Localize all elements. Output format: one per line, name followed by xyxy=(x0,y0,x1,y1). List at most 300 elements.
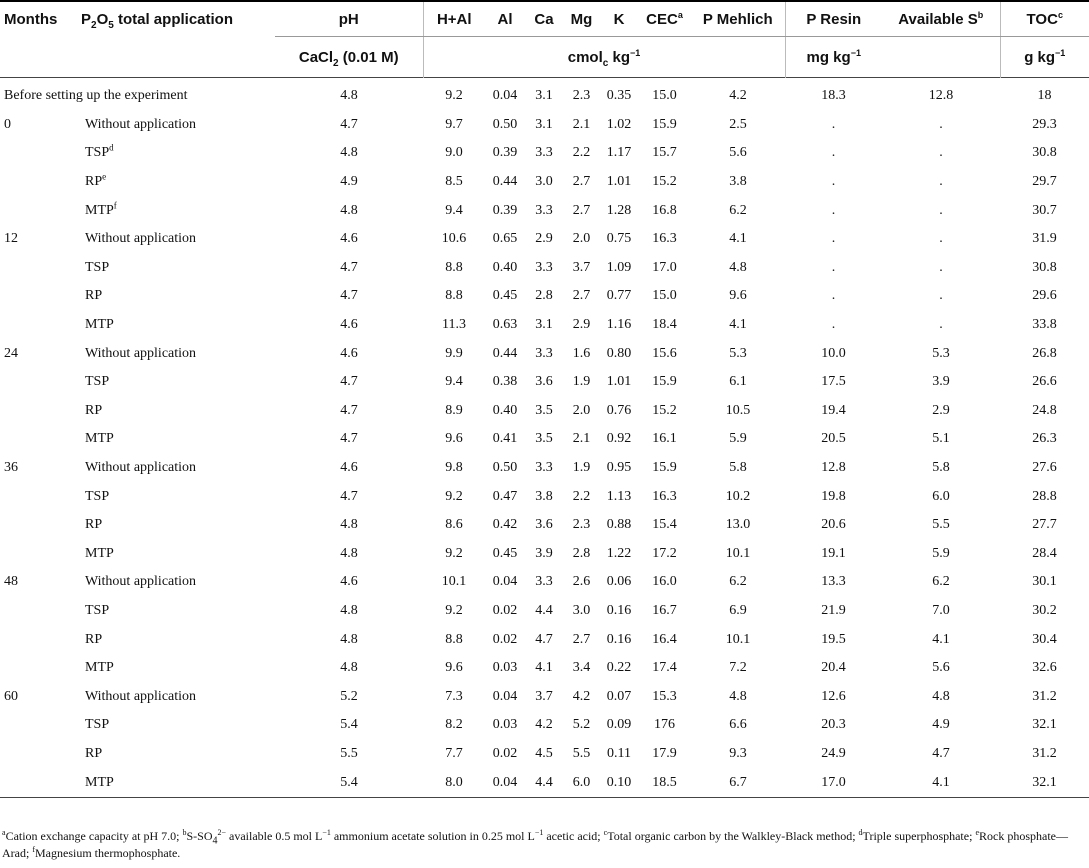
table-cell: 3.3 xyxy=(535,145,553,161)
month-cell: 24 xyxy=(4,345,18,361)
table-cell: 9.7 xyxy=(445,116,463,132)
month-cell xyxy=(0,540,77,569)
treatment-cell: RP xyxy=(85,402,103,418)
table-cell: 0.39 xyxy=(492,202,518,218)
table-cell: 30.8 xyxy=(1032,145,1057,161)
table-cell: 17.0 xyxy=(785,768,882,797)
table-cell: 0.95 xyxy=(606,460,632,476)
table-cell: 17.9 xyxy=(652,745,677,761)
table-cell: 6.6 xyxy=(729,717,747,733)
table-row xyxy=(0,111,1089,140)
table-cell: 0.09 xyxy=(606,717,632,733)
table-cell: 16.8 xyxy=(652,202,677,218)
table-cell: 0.92 xyxy=(606,431,632,447)
header-al: Al xyxy=(485,1,525,37)
table-cell: 2.7 xyxy=(572,174,591,190)
header-k: K xyxy=(600,1,638,37)
header-toc: TOC$^c$ xyxy=(1000,1,1089,37)
table-cell: 30.1 xyxy=(1032,574,1057,590)
month-cell: 36 xyxy=(4,460,18,476)
table-cell: 4.8 xyxy=(340,602,358,618)
table-cell: 0.80 xyxy=(606,345,632,361)
table-cell: 2.7 xyxy=(572,631,591,647)
table-cell: 176 xyxy=(654,717,675,733)
table-cell: 6.2 xyxy=(729,574,747,590)
table-cell: 12.6 xyxy=(821,688,846,704)
table-cell: . xyxy=(831,231,836,247)
table-cell: 1.13 xyxy=(606,488,632,504)
table-cell: 4.2 xyxy=(729,88,747,104)
table-cell: 6.2 xyxy=(729,202,747,218)
table-cell: 9.6 xyxy=(729,288,747,304)
table-cell: 3.5 xyxy=(535,402,553,418)
table-row xyxy=(0,282,1089,311)
table-cell: 2.5 xyxy=(729,116,747,132)
table-cell: 0.38 xyxy=(492,374,518,390)
table-cell: 18 xyxy=(1037,88,1052,104)
table-cell: 2.9 xyxy=(572,317,591,333)
table-cell: 15.6 xyxy=(652,345,677,361)
treatment-cell: Without application xyxy=(85,574,197,590)
baseline-label: Before setting up the experiment xyxy=(4,88,188,104)
table-cell: 28.8 xyxy=(1032,488,1057,504)
month-cell xyxy=(0,597,77,626)
table-cell: 3.1 xyxy=(535,88,553,104)
table-cell: 0.07 xyxy=(606,688,632,704)
table-cell: 3.0 xyxy=(535,174,553,190)
header-mg: Mg xyxy=(563,1,600,37)
table-cell: 32.1 xyxy=(1000,768,1089,797)
table-cell: . xyxy=(939,259,943,275)
table-cell: 3.3 xyxy=(535,259,553,275)
table-cell: 4.8 xyxy=(340,202,358,218)
table-row xyxy=(0,482,1089,511)
table-cell: 0.41 xyxy=(492,431,518,447)
table-cell: 8.8 xyxy=(445,259,463,275)
table-cell: 0.47 xyxy=(492,488,518,504)
header-months: Months xyxy=(4,10,58,28)
month-cell xyxy=(0,482,77,511)
table-cell: 0.40 xyxy=(492,402,518,418)
table-cell: 0.45 xyxy=(492,288,518,304)
table-cell: 1.16 xyxy=(606,317,632,333)
table-row xyxy=(0,597,1089,626)
table-row xyxy=(0,711,1089,740)
table-cell: . xyxy=(939,202,943,218)
table-cell: 16.7 xyxy=(652,602,677,618)
header-available-s: Available $S^b$ xyxy=(882,1,1000,37)
treatment-cell: Without application xyxy=(85,231,197,247)
month-cell xyxy=(0,511,77,540)
table-cell: 7.7 xyxy=(445,745,463,761)
table-cell: 2.3 xyxy=(572,88,591,104)
table-cell: 27.7 xyxy=(1032,517,1057,533)
table-cell: 3.0 xyxy=(572,602,591,618)
table-cell: 1.09 xyxy=(606,259,632,275)
table-cell: 15.9 xyxy=(652,374,677,390)
table-cell: 9.4 xyxy=(445,202,463,218)
table-cell: 3.7 xyxy=(572,259,591,275)
month-cell: 0 xyxy=(4,116,11,132)
table-cell: 31.9 xyxy=(1032,231,1057,247)
treatment-cell: $RP^e$ xyxy=(85,171,107,190)
table-row xyxy=(0,425,1089,454)
month-cell xyxy=(0,139,77,168)
table-cell: 4.6 xyxy=(340,231,358,247)
table-cell: 10.2 xyxy=(725,488,751,504)
month-cell: 12 xyxy=(4,231,18,247)
table-cell: 0.63 xyxy=(492,317,518,333)
table-cell: 32.6 xyxy=(1032,660,1057,676)
table-cell: 17.2 xyxy=(652,545,677,561)
header-ph-unit: CaCl$_2$ (0.01 M) xyxy=(298,48,399,69)
table-row xyxy=(0,511,1089,540)
table-cell: 29.3 xyxy=(1032,116,1057,132)
table-cell: 9.2 xyxy=(445,488,463,504)
month-cell xyxy=(0,196,77,225)
table-cell: 18.3 xyxy=(821,88,846,104)
table-cell: 8.9 xyxy=(445,402,463,418)
table-cell: 0.39 xyxy=(492,145,518,161)
month-cell: 60 xyxy=(4,688,18,704)
table-cell: 3.8 xyxy=(535,488,553,504)
treatment-cell: TSP xyxy=(85,259,110,275)
table-cell: 26.3 xyxy=(1032,431,1057,447)
table-cell: 0.22 xyxy=(606,660,632,676)
month-cell xyxy=(0,768,77,797)
month-cell xyxy=(0,282,77,311)
table-cell: 20.6 xyxy=(821,517,846,533)
table-cell: 8.8 xyxy=(445,288,463,304)
table-cell: . xyxy=(831,174,836,190)
table-cell: 4.9 xyxy=(932,717,950,733)
table-cell: . xyxy=(939,317,943,333)
treatment-cell: RP xyxy=(85,517,103,533)
table-row xyxy=(0,168,1089,197)
table-cell: 0.42 xyxy=(492,517,518,533)
table-cell: 0.04 xyxy=(492,688,518,704)
table-cell: 4.8 xyxy=(932,688,950,704)
table-cell: 0.75 xyxy=(606,231,632,247)
table-cell: 9.6 xyxy=(445,431,463,447)
table-cell: 10.1 xyxy=(725,631,751,647)
table-cell: 5.8 xyxy=(932,460,950,476)
table-cell: 5.9 xyxy=(932,545,950,561)
table-cell: 17.0 xyxy=(652,259,677,275)
table-cell: 4.8 xyxy=(340,660,358,676)
table-row-baseline xyxy=(0,78,1089,111)
table-cell: 4.1 xyxy=(729,231,747,247)
table-cell: 15.2 xyxy=(652,402,677,418)
table-cell: 2.0 xyxy=(572,231,591,247)
table-cell: 12.8 xyxy=(928,88,954,104)
table-cell: 4.9 xyxy=(340,174,358,190)
table-cell: 3.3 xyxy=(535,345,553,361)
table-cell: 4.1 xyxy=(535,660,553,676)
table-cell: 5.4 xyxy=(275,768,423,797)
table-cell: . xyxy=(939,145,943,161)
table-row xyxy=(0,225,1089,254)
table-cell: 4.8 xyxy=(340,88,358,104)
table-cell: 4.2 xyxy=(535,717,553,733)
treatment-cell: TSP xyxy=(85,602,110,618)
table-cell: 8.0 xyxy=(423,768,485,797)
table-cell: 9.8 xyxy=(445,460,463,476)
table-cell: 0.02 xyxy=(492,631,518,647)
table-cell: 8.5 xyxy=(445,174,463,190)
table-cell: 3.8 xyxy=(729,174,747,190)
table-cell: 4.7 xyxy=(340,116,358,132)
table-cell: 4.8 xyxy=(340,517,358,533)
table-cell: 11.3 xyxy=(442,317,466,333)
table-cell: 3.9 xyxy=(535,545,553,561)
table-cell: 1.9 xyxy=(572,460,591,476)
table-cell: 20.3 xyxy=(821,717,846,733)
table-cell: . xyxy=(831,202,836,218)
table-cell: 5.1 xyxy=(932,431,950,447)
table-cell: 8.2 xyxy=(445,717,463,733)
table-cell: 2.1 xyxy=(572,431,591,447)
table-cell: 13.3 xyxy=(821,574,846,590)
table-cell: 3.4 xyxy=(572,660,591,676)
table-row xyxy=(0,397,1089,426)
table-cell: 10.0 xyxy=(821,345,846,361)
table-cell: 0.50 xyxy=(492,116,518,132)
header-p-resin: P Resin xyxy=(785,1,882,37)
table-cell: 4.5 xyxy=(535,745,553,761)
header-unit-g: g $kg^{-1}$ xyxy=(1000,37,1089,78)
table-cell: 0.11 xyxy=(607,745,631,761)
treatment-cell: Without application xyxy=(85,688,197,704)
table-cell: 15.7 xyxy=(652,145,677,161)
table-row xyxy=(0,339,1089,368)
table-row xyxy=(0,139,1089,168)
table-cell: 31.2 xyxy=(1032,688,1057,704)
table-cell: 30.7 xyxy=(1032,202,1057,218)
table-cell: 29.7 xyxy=(1032,174,1057,190)
table-cell: 16.4 xyxy=(652,631,677,647)
table-cell: 16.3 xyxy=(652,231,677,247)
table-cell: 6.1 xyxy=(729,374,747,390)
table-row xyxy=(0,682,1089,711)
table-cell: 5.8 xyxy=(729,460,747,476)
month-cell xyxy=(0,311,77,340)
table-cell: 4.8 xyxy=(340,145,358,161)
month-cell xyxy=(0,625,77,654)
table-cell: . xyxy=(831,145,836,161)
table-cell: 0.16 xyxy=(606,631,632,647)
table-cell: 2.8 xyxy=(535,288,553,304)
table-cell: . xyxy=(939,288,943,304)
treatment-cell: MTP$^f$ xyxy=(85,200,117,218)
table-cell: 9.4 xyxy=(445,374,463,390)
table-cell: 3.9 xyxy=(932,374,950,390)
table-cell: 3.5 xyxy=(535,431,553,447)
table-cell: 3.3 xyxy=(535,574,553,590)
header-p2o5: $P_2O_5$ total application xyxy=(81,10,233,31)
table-cell: 5.2 xyxy=(340,688,358,704)
table-cell: 19.1 xyxy=(821,545,846,561)
table-cell: 1.6 xyxy=(572,345,591,361)
table-row xyxy=(0,540,1089,569)
table-cell: 2.2 xyxy=(572,145,591,161)
treatment-cell: TSP xyxy=(85,488,110,504)
table-cell: 12.8 xyxy=(821,460,846,476)
table-cell: 30.4 xyxy=(1032,631,1057,647)
table-cell: 9.0 xyxy=(445,145,463,161)
month-cell xyxy=(0,368,77,397)
table-cell: 5.2 xyxy=(572,717,591,733)
table-cell: 4.1 xyxy=(729,317,747,333)
table-cell: 5.6 xyxy=(932,660,950,676)
treatment-cell: TSP xyxy=(85,717,110,733)
table-cell: 8.8 xyxy=(445,631,463,647)
table-cell: 9.9 xyxy=(445,345,463,361)
table-header xyxy=(0,1,1089,78)
table-cell: 3.3 xyxy=(535,202,553,218)
table-cell: 3.7 xyxy=(535,688,553,704)
table-cell: 2.7 xyxy=(572,288,591,304)
treatment-cell: Without application xyxy=(85,460,197,476)
table-cell: 1.01 xyxy=(606,174,632,190)
table-cell: . xyxy=(939,116,943,132)
table-cell: 15.9 xyxy=(652,116,677,132)
table-cell: 2.8 xyxy=(572,545,591,561)
table-cell: 4.7 xyxy=(340,402,358,418)
table-cell: 2.3 xyxy=(572,517,591,533)
month-cell xyxy=(0,654,77,683)
table-cell: 20.4 xyxy=(821,660,846,676)
table-cell: 1.01 xyxy=(606,374,632,390)
header-p-mehlich: P Mehlich xyxy=(691,1,785,37)
table-cell: 15.0 xyxy=(652,288,677,304)
table-cell: 27.6 xyxy=(1032,460,1057,476)
table-cell: 1.28 xyxy=(606,202,632,218)
table-cell: 5.3 xyxy=(729,345,747,361)
table-cell: 17.4 xyxy=(652,660,677,676)
table-body xyxy=(0,78,1089,798)
table-cell: 5.6 xyxy=(729,145,747,161)
table-cell: 4.6 xyxy=(340,574,358,590)
table-cell: 0.06 xyxy=(606,574,632,590)
table-cell: 21.9 xyxy=(821,602,846,618)
table-cell: 4.6 xyxy=(340,460,358,476)
table-row xyxy=(0,454,1089,483)
month-cell xyxy=(0,711,77,740)
table-cell: 4.1 xyxy=(932,631,950,647)
table-cell: 2.1 xyxy=(572,116,591,132)
table-cell: 3.1 xyxy=(535,317,553,333)
table-cell: . xyxy=(939,231,943,247)
treatment-cell: TSP$^d$ xyxy=(85,142,114,161)
table-cell: 5.5 xyxy=(340,745,358,761)
table-cell: 9.6 xyxy=(445,660,463,676)
table-cell: 4.8 xyxy=(340,545,358,561)
table-cell: 5.5 xyxy=(932,517,950,533)
table-cell: 4.7 xyxy=(340,431,358,447)
table-cell: 31.2 xyxy=(1032,745,1057,761)
table-cell: 15.2 xyxy=(652,174,677,190)
table-row xyxy=(0,768,1089,797)
table-cell: 20.5 xyxy=(821,431,846,447)
table-cell: 0.35 xyxy=(606,88,632,104)
table-cell: 0.77 xyxy=(606,288,632,304)
table-cell: 0.45 xyxy=(492,545,518,561)
table-row xyxy=(0,625,1089,654)
table-cell: 16.0 xyxy=(652,574,677,590)
table-cell: 32.1 xyxy=(1032,717,1057,733)
table-cell: 28.4 xyxy=(1032,545,1057,561)
table-cell: 4.8 xyxy=(340,631,358,647)
table-cell: 4.7 xyxy=(932,745,950,761)
table-cell: 15.9 xyxy=(652,460,677,476)
table-cell: 0.04 xyxy=(492,574,518,590)
treatment-cell: MTP xyxy=(85,431,114,447)
table-cell: 6.7 xyxy=(691,768,785,797)
header-ph: pH xyxy=(275,1,423,37)
table-cell: 4.4 xyxy=(525,768,563,797)
table-cell: 1.17 xyxy=(606,145,632,161)
table-row xyxy=(0,196,1089,225)
table-cell: 0.50 xyxy=(492,460,518,476)
treatment-cell: MTP xyxy=(85,545,114,561)
month-cell: 48 xyxy=(4,574,18,590)
table-cell: 10.1 xyxy=(725,545,751,561)
table-cell: 5.9 xyxy=(729,431,747,447)
treatment-cell: TSP xyxy=(85,374,110,390)
table-cell: 0.65 xyxy=(492,231,518,247)
table-row xyxy=(0,311,1089,340)
header-hal: H+Al xyxy=(423,1,485,37)
table-cell: 2.7 xyxy=(572,202,591,218)
table-cell: 18.5 xyxy=(638,768,691,797)
table-cell: 19.4 xyxy=(821,402,846,418)
table-cell: 10.5 xyxy=(725,402,751,418)
table-cell: . xyxy=(831,317,836,333)
table-cell: 0.03 xyxy=(492,717,518,733)
table-cell: 4.1 xyxy=(882,768,1000,797)
table-row xyxy=(0,740,1089,769)
table-cell: 0.44 xyxy=(492,345,518,361)
table-cell: 4.7 xyxy=(340,259,358,275)
header-unit-cmol: cmol$_c$ $kg^{-1}$ xyxy=(423,37,785,78)
table-cell: 6.9 xyxy=(729,602,747,618)
table-cell: 4.7 xyxy=(340,374,358,390)
table-cell: 2.9 xyxy=(932,402,950,418)
table-cell: 10.1 xyxy=(441,574,467,590)
treatment-cell: Without application xyxy=(85,345,197,361)
month-cell xyxy=(0,168,77,197)
table-cell: 29.6 xyxy=(1032,288,1057,304)
table-cell: 0.02 xyxy=(492,745,518,761)
table-cell: 4.4 xyxy=(535,602,553,618)
treatment-cell: RP xyxy=(85,631,103,647)
table-row xyxy=(0,654,1089,683)
table-cell: . xyxy=(831,259,836,275)
table-cell: 4.2 xyxy=(572,688,591,704)
table-cell: 1.02 xyxy=(606,116,632,132)
table-cell: 7.3 xyxy=(445,688,463,704)
table-cell: . xyxy=(831,288,836,304)
table-cell: 4.8 xyxy=(729,259,747,275)
table-cell: 13.0 xyxy=(725,517,751,533)
table-cell: 5.4 xyxy=(340,717,358,733)
table-cell: 6.0 xyxy=(932,488,950,504)
table-cell: 3.1 xyxy=(535,116,553,132)
table-cell: 7.2 xyxy=(729,660,747,676)
table-cell: 0.04 xyxy=(492,88,518,104)
treatment-cell: RP xyxy=(85,745,103,761)
